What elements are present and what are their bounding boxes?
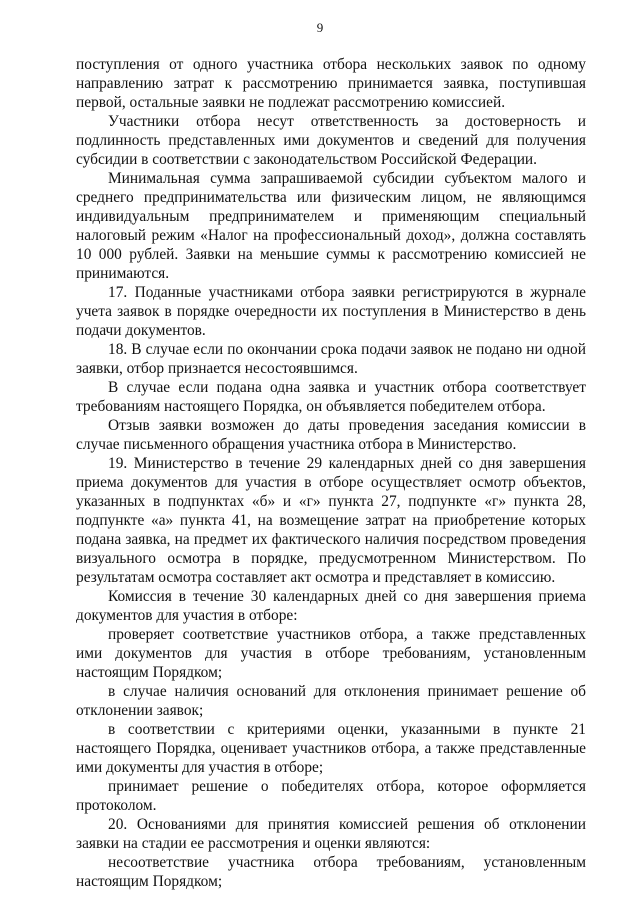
paragraph-withdrawal: Отзыв заявки возможен до даты проведения заседания комиссии в случае письменного обращения участника отбора в Министерство. xyxy=(76,417,586,453)
paragraph-winners-decision: принимает решение о победителях отбора, которое оформляется протоколом. xyxy=(76,778,586,814)
paragraph-item-18: 18. В случае если по окончании срока подачи заявок не подано ни одной заявки, отбор признается несостоявшимся. xyxy=(76,341,586,377)
paragraph-noncompliance: несоответствие участника отбора требованиям, установленным настоящим Порядком; xyxy=(76,854,586,890)
page-number: 9 xyxy=(316,20,324,35)
paragraph-evaluation: в соответствии с критериями оценки, указанными в пункте 21 настоящего Порядка, оценивает участников отбора, а также представленные ими документы для участия в отборе; xyxy=(76,721,586,776)
paragraph-single-application: В случае если подана одна заявка и участник отбора соответствует требованиям настоящего Порядка, он объявляется победителем отбора. xyxy=(76,379,586,415)
paragraph-responsibility: Участники отбора несут ответственность за достоверность и подлинность представленных ими документов и сведений для получения субсидии в соответствии с законодательством Российской Федерации. xyxy=(76,113,586,168)
document-body xyxy=(76,55,586,891)
paragraph-item-19: 19. Министерство в течение 29 календарных дней со дня завершения приема документов для участия в отборе осуществляет осмотр объектов, указанных в подпунктах «б» и «г» пункта 27, подпункте «г» пункта 28, подпункте «а» пункта 41, на возмещение затрат на приобретение которых подана заявка, на предмет их фактического наличия посредством проведения визуального осмотра в порядке, предусмотренном Министерством. По результатам осмотра составляет акт осмотра и представляет в комиссию. xyxy=(76,455,586,586)
paragraph-item-20: 20. Основаниями для принятия комиссией решения об отклонении заявки на стадии ее рассмотрения и оценки являются: xyxy=(76,816,586,852)
paragraph-item-17: 17. Поданные участниками отбора заявки регистрируются в журнале учета заявок в порядке очередности их поступления в Министерство в день подачи документов. xyxy=(76,284,586,339)
paragraph-commission: Комиссия в течение 30 календарных дней со дня завершения приема документов для участия в отборе: xyxy=(76,588,586,624)
paragraph-rejection-decision: в случае наличия оснований для отклонения принимает решение об отклонении заявок; xyxy=(76,683,586,719)
paragraph-continuation: поступления от одного участника отбора нескольких заявок по одному направлению затрат к рассмотрению принимается заявка, поступившая первой, остальные заявки не подлежат рассмотрению комиссией. xyxy=(76,56,586,111)
paragraph-minimum-amount: Минимальная сумма запрашиваемой субсидии субъектом малого и среднего предпринимательства или физическим лицом, не являющимся индивидуальным предпринимателем и применяющим специальный налоговый режим «Налог на профессиональный доход», должна составлять 10 000 рублей. Заявки на меньшие суммы к рассмотрению комиссией не принимаются. xyxy=(76,170,586,282)
paragraph-checks-compliance: проверяет соответствие участников отбора, а также представленных ими документов для участия в отборе требованиям, установленным настоящим Порядком; xyxy=(76,626,586,681)
